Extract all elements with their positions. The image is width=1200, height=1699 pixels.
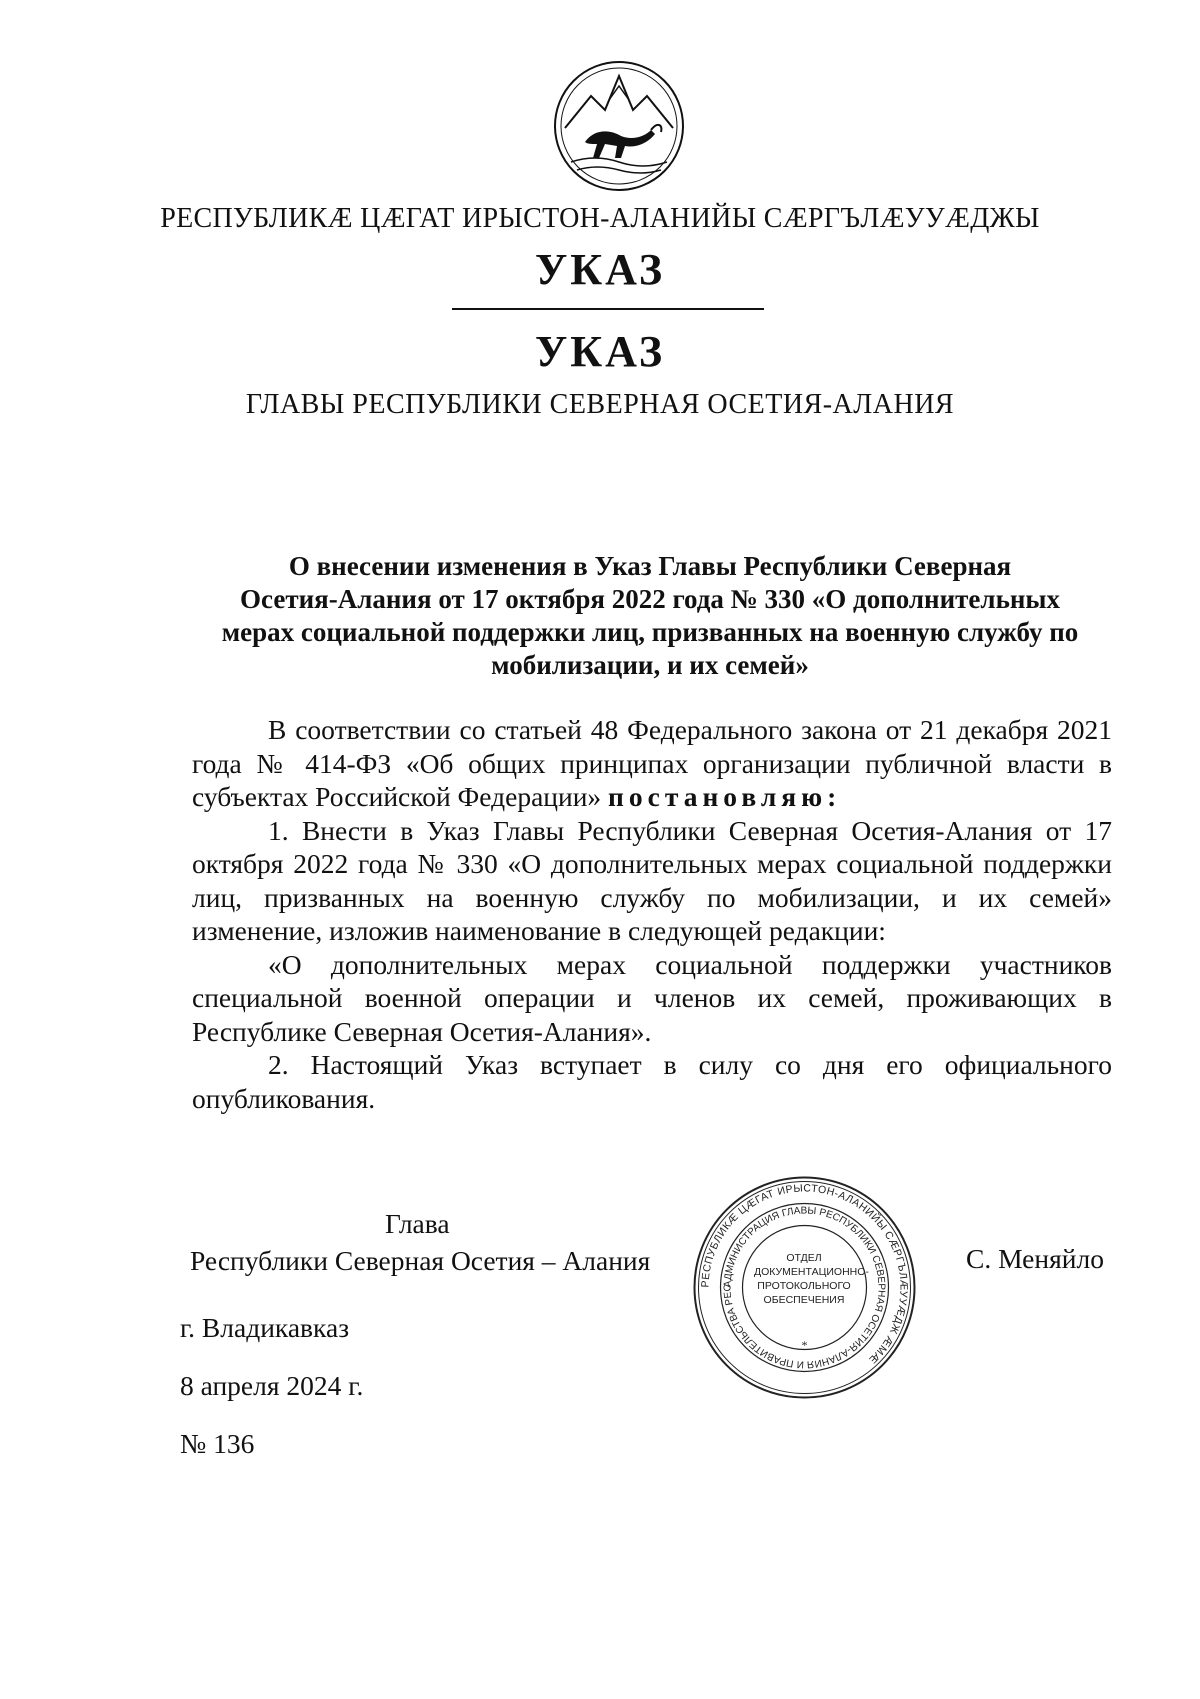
stamp-center-line: ОТДЕЛ xyxy=(786,1252,822,1264)
decree-body xyxy=(192,713,1112,1115)
place-of-signing: г. Владикавказ xyxy=(180,1312,350,1343)
decree-title-line: мобилизации, и их семей» xyxy=(491,650,809,680)
preamble-paragraph xyxy=(192,713,1112,814)
stamp-center-line: ДОКУМЕНТАЦИОННО- xyxy=(754,1266,869,1278)
stamp-center-line: ОБЕСПЕЧЕНИЯ xyxy=(763,1294,845,1306)
stamp-outer-ring-text: РЕСПУБЛИКÆ ЦÆГАТ ИРЫСТОН-АЛАНИЙЫ СÆРГЪЛÆУУÆДЖ ÆМÆ xyxy=(699,1182,910,1366)
signatory-title-line-1: Глава xyxy=(385,1208,450,1239)
official-stamp xyxy=(692,1175,917,1400)
signatory-name: С. Меняйло xyxy=(966,1243,1104,1274)
russian-header: ГЛАВЫ РЕСПУБЛИКИ СЕВЕРНАЯ ОСЕТИЯ-АЛАНИЯ xyxy=(245,389,955,420)
stamp-center-text xyxy=(754,1251,869,1327)
decree-title-line: мерах социальной поддержки лиц, призванных на военную службу по xyxy=(221,617,1079,647)
stamp-center-line: ПРОТОКОЛЬНОГО xyxy=(757,1280,851,1292)
decree-title xyxy=(185,550,1115,682)
decree-heading-ossetian: УКАЗ xyxy=(534,245,666,294)
decree-title-line: О внесении изменения в Указ Главы Республики Северная xyxy=(288,551,1012,581)
signatory-title-line-2: Республики Северная Осетия – Алания xyxy=(190,1245,651,1276)
ossetian-header: РЕСПУБЛИКÆ ЦÆГАТ ИРЫСТОН-АЛАНИЙЫ СÆРГЪЛÆУУÆДЖЫ xyxy=(160,203,1040,234)
svg-text:*: * xyxy=(801,1338,808,1352)
decree-heading-russian: УКАЗ xyxy=(534,327,666,376)
decree-title-line: Осетия-Алания от 17 октября 2022 года № 330 «О дополнительных xyxy=(240,584,1060,614)
item-1-paragraph: 1. Внести в Указ Главы Республики Северная Осетия-Алания от 17 октября 2022 года № 330 «О дополнительных мерах социальной поддержки лиц, призванных на военную службу по мобилизации, и их семей» изменение, изложив наименование в следующей редакции: xyxy=(192,814,1112,946)
stamp-inner-ring-text: АДМИНИСТРАЦИЯ ГЛАВЫ РЕСПУБЛИКИ СЕВЕРНАЯ ОСЕТИЯ-АЛАНИЯ И ПРАВИТЕЛЬСТВА РЕС xyxy=(722,1205,887,1370)
decree-number: № 136 xyxy=(180,1428,255,1459)
header-divider xyxy=(452,308,764,310)
decree-date: 8 апреля 2024 г. xyxy=(180,1370,364,1401)
coat-of-arms-emblem xyxy=(551,58,687,194)
preamble-text: В соответствии со статьей 48 Федерального закона от 21 декабря 2021 года № 414-ФЗ «Об общих принципах организации публичной власти в субъектах Российской Федерации» xyxy=(192,714,1112,812)
resolve-word: постановляю: xyxy=(608,781,842,812)
item-2-paragraph: 2. Настоящий Указ вступает в силу со дня его официального опубликования. xyxy=(192,1049,1112,1114)
quote-paragraph: «О дополнительных мерах социальной поддержки участников специальной военной операции и членов их семей, проживающих в Республике Северная Осетия-Алания». xyxy=(192,948,1112,1047)
